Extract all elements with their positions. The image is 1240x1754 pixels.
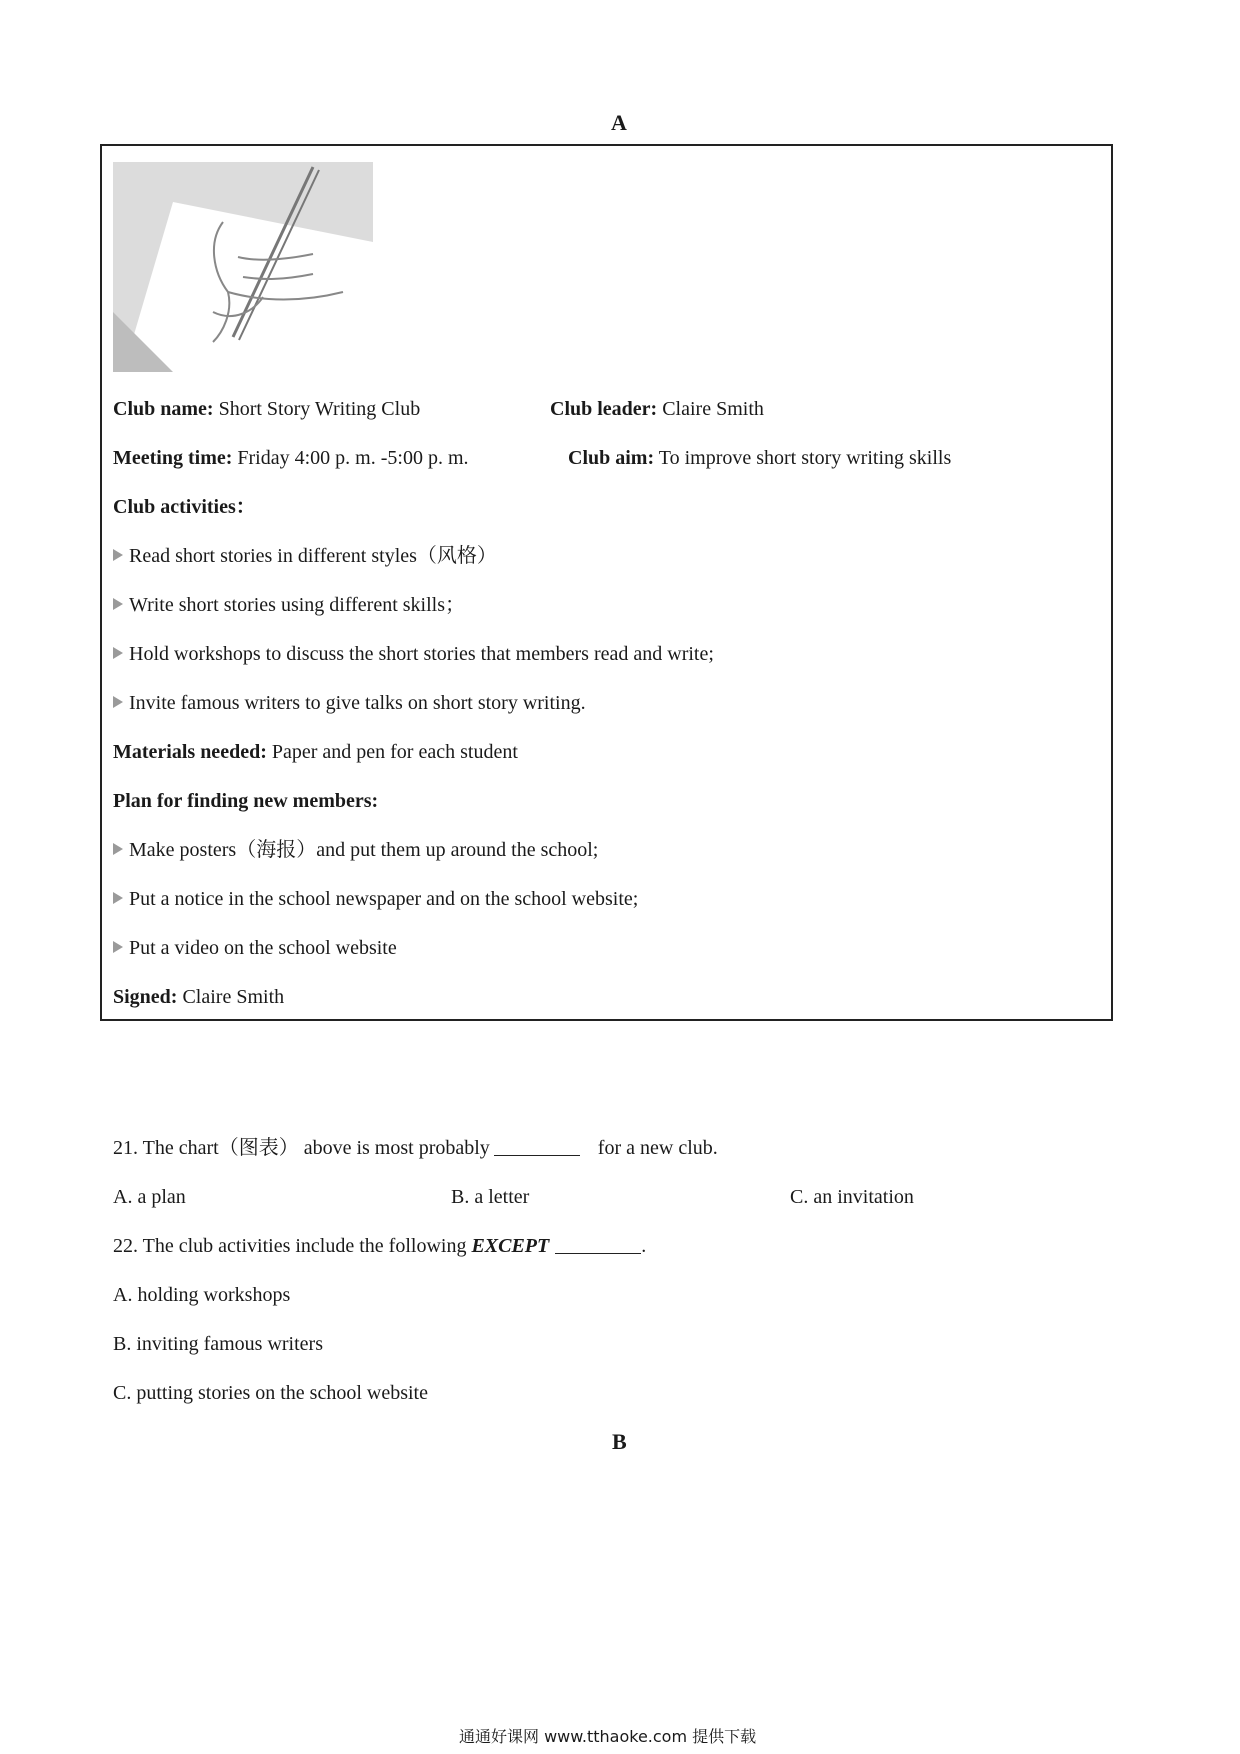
q22-option-c[interactable]: C. putting stories on the school website <box>113 1382 428 1404</box>
plan-heading <box>113 791 378 811</box>
materials-row <box>113 742 518 762</box>
q21-stem-text: 21. The chart（图表） above is most probably <box>113 1137 490 1159</box>
plan-item <box>113 938 397 958</box>
materials-label: Materials needed: <box>113 741 267 763</box>
activity-item <box>113 644 714 664</box>
meeting-time-row <box>113 448 469 468</box>
plan-text: Put a notice in the school newspaper and on the school website; <box>129 888 639 910</box>
plan-item <box>113 840 598 860</box>
club-leader-row <box>550 399 764 419</box>
arrow-bullet-icon <box>113 549 123 561</box>
page-footer: 通通好课网 www.tthaoke.com 提供下载 <box>459 1727 757 1746</box>
signed-row <box>113 987 284 1007</box>
hand-writing-illustration <box>113 162 373 372</box>
plan-item <box>113 889 638 909</box>
arrow-bullet-icon <box>113 892 123 904</box>
activity-text: Invite famous writers to give talks on short story writing. <box>129 692 586 714</box>
club-name-label: Club name: <box>113 398 214 420</box>
meeting-time-label: Meeting time: <box>113 447 233 469</box>
arrow-bullet-icon <box>113 696 123 708</box>
club-leader-value: Claire Smith <box>657 398 764 420</box>
club-aim-label: Club aim: <box>568 447 655 469</box>
plan-text: Put a video on the school website <box>129 937 397 959</box>
answer-blank[interactable] <box>555 1252 641 1254</box>
materials-value: Paper and pen for each student <box>266 741 518 763</box>
question-21-stem <box>113 1138 718 1158</box>
q22-stem-text: 22. The club activities include the following <box>113 1235 472 1257</box>
arrow-bullet-icon <box>113 941 123 953</box>
q22-emphasis: EXCEPT <box>471 1235 550 1257</box>
activity-text: Read short stories in different styles（风格） <box>129 545 497 567</box>
activity-item <box>113 693 586 713</box>
activity-item <box>113 595 465 615</box>
question-22-stem <box>113 1236 646 1256</box>
section-a-heading: A <box>611 110 627 135</box>
club-aim-row <box>568 448 951 468</box>
arrow-bullet-icon <box>113 647 123 659</box>
q22-option-a[interactable]: A. holding workshops <box>113 1284 291 1306</box>
club-name-value: Short Story Writing Club <box>213 398 421 420</box>
activity-item <box>113 546 497 566</box>
answer-blank[interactable] <box>494 1154 580 1156</box>
signed-value: Claire Smith <box>177 986 285 1008</box>
signed-label: Signed: <box>113 986 178 1008</box>
activity-text: Write short stories using different skills； <box>129 594 466 616</box>
club-aim-value: To improve short story writing skills <box>654 447 952 469</box>
q21-option-a[interactable]: A. a plan <box>113 1186 186 1208</box>
q22-stem-end: . <box>641 1235 647 1257</box>
club-leader-label: Club leader: <box>550 398 658 420</box>
q21-stem-end: for a new club. <box>597 1137 718 1159</box>
arrow-bullet-icon <box>113 843 123 855</box>
q22-option-b[interactable]: B. inviting famous writers <box>113 1333 323 1355</box>
section-b-heading: B <box>612 1429 627 1454</box>
activity-text: Hold workshops to discuss the short stories that members read and write; <box>129 643 714 665</box>
plan-label: Plan for finding new members: <box>113 790 379 812</box>
plan-text: Make posters（海报）and put them up around the school; <box>129 839 599 861</box>
meeting-time-value: Friday 4:00 p. m. -5:00 p. m. <box>232 447 469 469</box>
q21-option-c[interactable]: C. an invitation <box>790 1186 914 1208</box>
arrow-bullet-icon <box>113 598 123 610</box>
club-name-row <box>113 399 420 419</box>
activities-label: Club activities： <box>113 496 256 518</box>
q21-option-b[interactable]: B. a letter <box>451 1186 530 1208</box>
activities-heading <box>113 497 256 517</box>
